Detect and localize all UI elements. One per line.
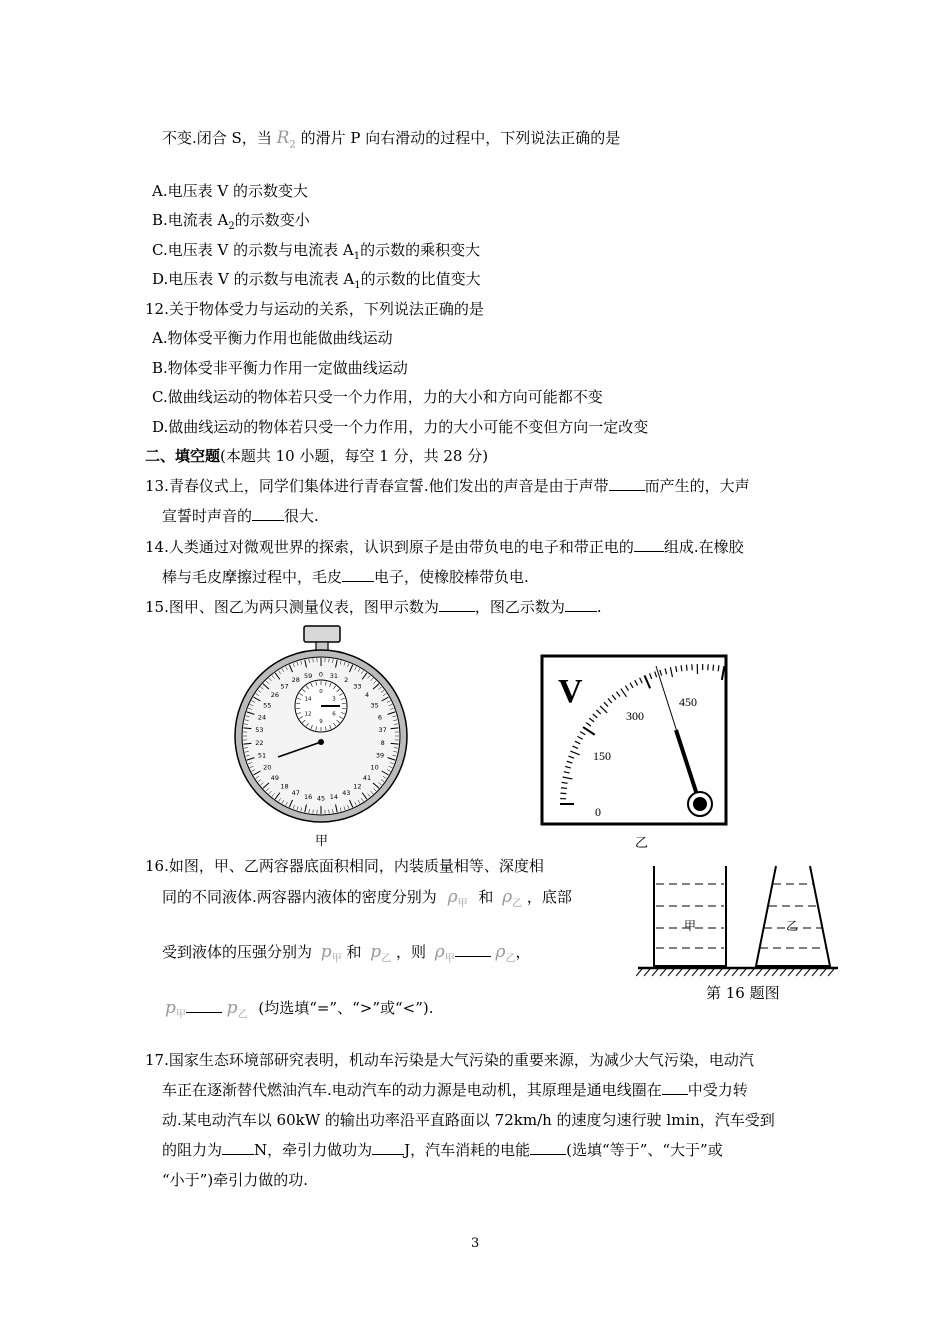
- stopwatch-scale-label: 57: [280, 682, 289, 691]
- figure-caption-jia: 甲: [315, 834, 329, 849]
- stopwatch-scale-label: 26: [270, 691, 280, 700]
- stopwatch-scale-label: 16: [303, 793, 313, 802]
- stopwatch-scale-label: 10: [370, 763, 379, 772]
- hatch-line: [748, 969, 754, 976]
- answer-blank[interactable]: [222, 1140, 254, 1155]
- liquid-jia: [656, 884, 724, 948]
- answer-blank[interactable]: [530, 1140, 566, 1155]
- stopwatch-scale-label: 12: [353, 782, 362, 791]
- stopwatch-scale-label: 59: [303, 671, 313, 680]
- p-yi: $p_乙$: [370, 942, 392, 965]
- container-label-yi: 乙: [786, 919, 799, 933]
- q11-option-d: D.电压表 V 的示数与电流表 $A_1$的示数的比值变大: [152, 270, 481, 291]
- figure-caption-yi: 乙: [635, 836, 649, 851]
- q12-stem: 12.关于物体受力与运动的关系，下列说法正确的是: [145, 300, 484, 318]
- stopwatch-figure: [230, 624, 410, 824]
- q13-line1: 13.青春仪式上，同学们集体进行青春宣誓.他们发出的声音是由于声带 而产生的，大声: [145, 477, 750, 495]
- hatch-line: [716, 969, 722, 976]
- p-jia: $p_甲$: [320, 942, 342, 965]
- voltmeter-pivot-center: [693, 797, 707, 811]
- stopwatch-scale-label: 49: [270, 773, 280, 782]
- hatch-line: [700, 969, 706, 976]
- stopwatch-scale-label: 51: [257, 751, 267, 760]
- containers-figure: [636, 860, 841, 1005]
- section-heading: 二、填空题(本题共 10 小题，每空 1 分，共 28 分): [145, 447, 489, 465]
- stopwatch-scale-label: 39: [375, 751, 385, 760]
- hatch-line: [644, 969, 650, 976]
- q17-line5: “小于”)牵引力做的功.: [162, 1171, 308, 1189]
- q17-line1: 17.国家生态环境部研究表明，机动车污染是大气污染的重要来源，为减少大气污染，电动汽: [145, 1051, 754, 1069]
- r2-symbol: $R_2$: [276, 128, 296, 151]
- hatch-line: [812, 969, 818, 976]
- hatch-line: [668, 969, 674, 976]
- hatch-line: [756, 969, 762, 976]
- hatch-line: [764, 969, 770, 976]
- q12-option-a: A.物体受平衡力作用也能做曲线运动: [152, 329, 393, 347]
- voltmeter-tick: [686, 665, 687, 671]
- q16-line3: 受到液体的压强分别为 $p_甲$ 和 $p_乙$ ，则 $\rho_甲$ $\rho_乙$，: [162, 942, 531, 965]
- stopwatch-scale-label: 37: [378, 726, 387, 735]
- answer-blank[interactable]: [186, 998, 222, 1013]
- q16-line1: 16.如图，甲、乙两容器底面积相同，内装质量相等、深度相: [145, 857, 544, 875]
- scale-label-150: 150: [593, 749, 611, 763]
- stopwatch-crown: [304, 626, 340, 642]
- ground-hatching: [636, 969, 834, 976]
- minute-scale-label: 3: [332, 696, 336, 703]
- q17-line2: 车正在逐渐替代燃油汽车.电动汽车的动力源是电动机，其原理是通电线圈在 中受力转: [162, 1081, 748, 1099]
- hatch-line: [724, 969, 730, 976]
- stopwatch-scale-label: 35: [370, 701, 379, 710]
- hatch-line: [772, 969, 778, 976]
- stopwatch-scale-label: 22: [255, 738, 264, 747]
- voltmeter-figure: [540, 654, 730, 829]
- hatch-line: [692, 969, 698, 976]
- stopwatch-pivot: [318, 739, 324, 745]
- answer-blank[interactable]: [565, 597, 597, 612]
- minute-scale-label: 0: [319, 689, 323, 695]
- scale-label-450: 450: [679, 695, 697, 709]
- answer-blank[interactable]: [252, 506, 284, 521]
- q15-stem: 15.图甲、图乙为两只测量仪表，图甲示数为 ，图乙示数为 .: [145, 598, 602, 616]
- voltmeter-tick: [718, 665, 719, 671]
- stopwatch-scale-label: 28: [291, 675, 300, 684]
- q17-line3: 动.某电动汽车以 60kW 的输出功率沿平直路面以 72km/h 的速度匀速行驶 lmin，汽车受到: [162, 1111, 775, 1129]
- answer-blank[interactable]: [342, 567, 374, 582]
- q14-line2: 棒与毛皮摩擦过程中，毛皮 电子，使橡胶棒带负电.: [162, 568, 529, 586]
- stopwatch-scale-label: 2: [344, 675, 349, 684]
- q12-option-d: D.做曲线运动的物体若只受一个力作用，力的大小可能不变但方向一定改变: [152, 418, 649, 436]
- stopwatch-scale-label: 18: [280, 782, 289, 791]
- voltmeter-tick: [681, 665, 682, 671]
- scale-label-0: 0: [595, 805, 601, 819]
- stopwatch-scale-label: 53: [255, 726, 264, 735]
- container-jia: [654, 866, 726, 966]
- minute-scale-label: 9: [319, 719, 323, 725]
- p-jia: $p_甲$: [165, 998, 186, 1021]
- hatch-line: [732, 969, 738, 976]
- q13-line2: 宣誓时声音的 很大.: [162, 507, 319, 525]
- rho-jia: $\rho_甲$: [447, 887, 468, 910]
- stopwatch-scale-label: 8: [380, 738, 385, 747]
- stopwatch-scale-label: 41: [362, 773, 372, 782]
- stopwatch-scale-label: 33: [353, 682, 362, 691]
- q11-stem: 不变.闭合 S，当 $R_2$ 的滑片 P 向右滑动的过程中，下列说法正确的是: [162, 128, 621, 151]
- q12-option-b: B.物体受非平衡力作用一定做曲线运动: [152, 359, 408, 377]
- scale-label-300: 300: [626, 709, 644, 723]
- minute-scale-label: 14: [304, 696, 312, 703]
- stopwatch-scale-label: 24: [257, 713, 267, 722]
- hatch-line: [708, 969, 714, 976]
- hatch-line: [788, 969, 794, 976]
- hatch-line: [676, 969, 682, 976]
- q16-line2: 同的不同液体.两容器内液体的密度分别为 $\rho_甲$ 和 $\rho_乙$ ，底部: [162, 887, 572, 910]
- hatch-line: [740, 969, 746, 976]
- q14-line1: 14.人类通过对微观世界的探索，认识到原子是由带负电的电子和带正电的 组成.在橡胶: [145, 538, 744, 556]
- figure-16-caption: 第 16 题图: [706, 984, 780, 1002]
- answer-blank[interactable]: [455, 942, 491, 957]
- hatch-line: [684, 969, 690, 976]
- hatch-line: [780, 969, 786, 976]
- hatch-line: [652, 969, 658, 976]
- container-yi: [756, 866, 830, 966]
- q11-option-c: C.电压表 V 的示数与电流表 $A_1$的示数的乘积变大: [152, 241, 481, 262]
- answer-blank[interactable]: [662, 1080, 688, 1095]
- stopwatch-scale-label: 55: [263, 701, 272, 710]
- q16-line4: $p_甲$ $p_乙$ (均选填“=”、“>”或“<”).: [165, 998, 434, 1021]
- p-yi: $p_乙$: [226, 998, 248, 1021]
- rho-yi: $\rho_乙$: [502, 887, 523, 910]
- page-number: 3: [471, 1236, 480, 1251]
- voltmeter-tick: [713, 665, 714, 671]
- stopwatch-scale-label: 45: [316, 794, 326, 803]
- stopwatch-scale-label: 47: [291, 789, 300, 798]
- answer-blank[interactable]: [439, 597, 475, 612]
- stopwatch-scale-label: 20: [263, 763, 272, 772]
- q17-line4: 的阻力为 N，牵引力做功为 J，汽车消耗的电能 (选填“等于”、“大于”或: [162, 1141, 723, 1159]
- hatch-line: [828, 969, 834, 976]
- stopwatch-scale-label: 4: [365, 691, 370, 700]
- hatch-line: [636, 969, 642, 976]
- container-label-jia: 甲: [684, 919, 697, 933]
- hatch-line: [796, 969, 802, 976]
- answer-blank[interactable]: [372, 1140, 404, 1155]
- q11-option-a: A.电压表 V 的示数变大: [152, 182, 308, 200]
- stopwatch-scale-label: 14: [329, 793, 339, 802]
- hatch-line: [660, 969, 666, 976]
- voltmeter-unit-label: V: [558, 673, 583, 710]
- rho-jia: $\rho_甲$: [434, 942, 455, 965]
- q11-option-b: B.电流表 $A_2$的示数变小: [152, 211, 310, 232]
- hatch-line: [820, 969, 826, 976]
- hatch-line: [804, 969, 810, 976]
- rho-yi: $\rho_乙$: [495, 942, 516, 965]
- answer-blank[interactable]: [609, 476, 645, 491]
- q12-option-c: C.做曲线运动的物体若只受一个力作用，力的大小和方向可能都不变: [152, 388, 603, 406]
- stopwatch-scale-label: 6: [377, 713, 383, 722]
- minute-scale-label: 6: [332, 711, 336, 718]
- voltmeter-tick: [561, 788, 567, 789]
- stopwatch-scale-label: 0: [318, 670, 324, 679]
- stopwatch-scale-label: 31: [329, 671, 339, 680]
- answer-blank[interactable]: [634, 537, 664, 552]
- stopwatch-scale-label: 43: [342, 789, 351, 798]
- minute-scale-label: 12: [304, 711, 312, 718]
